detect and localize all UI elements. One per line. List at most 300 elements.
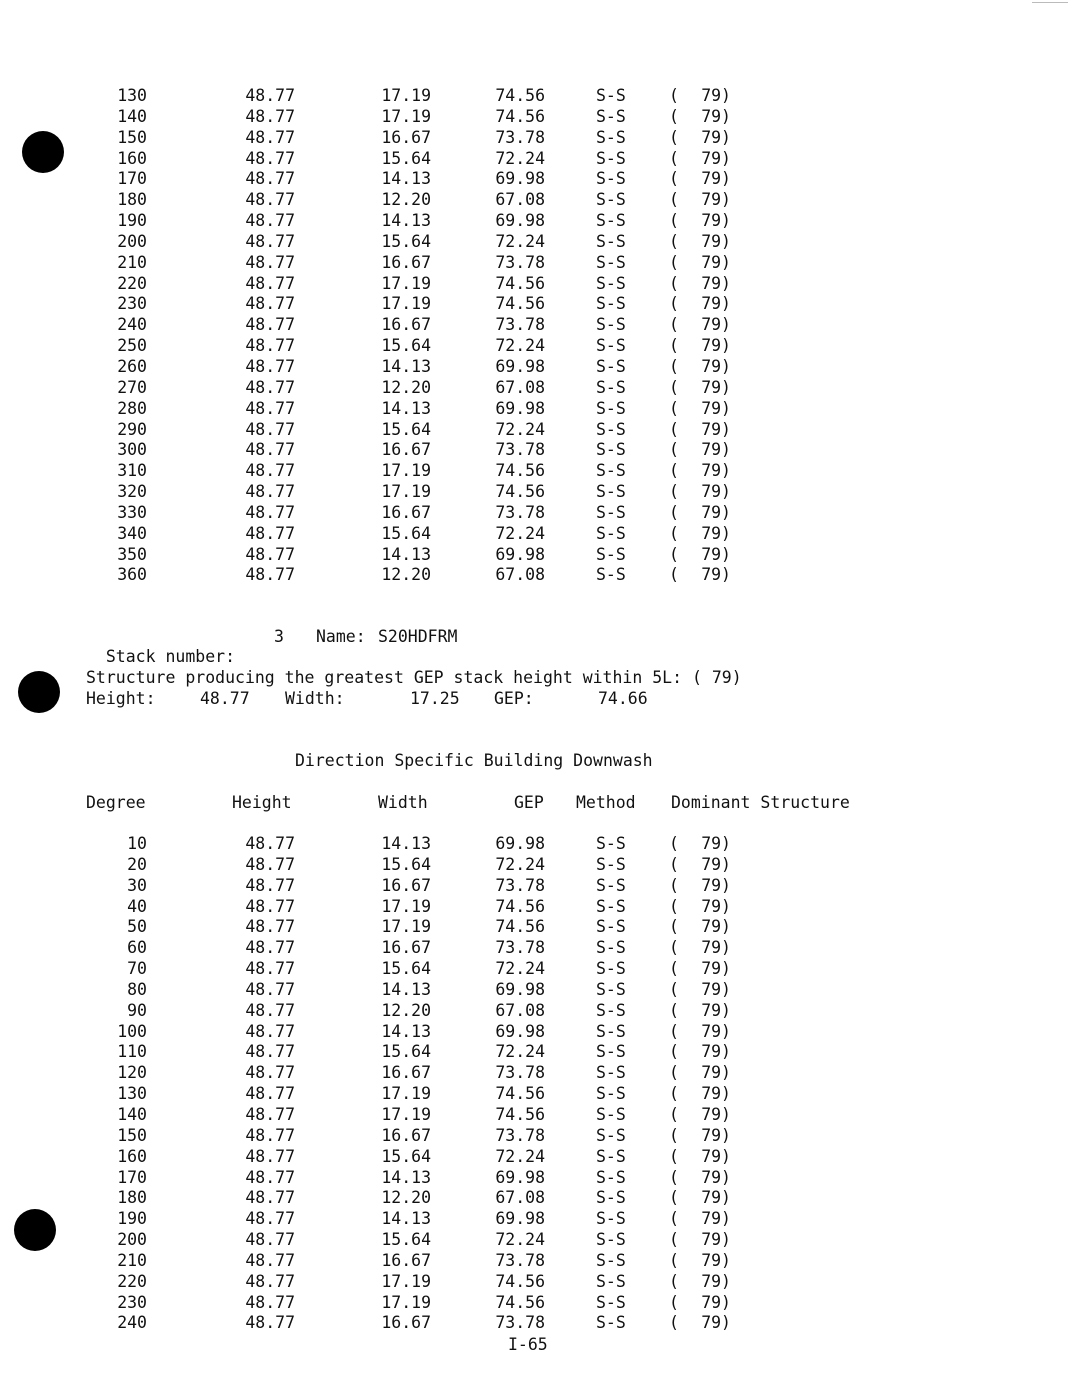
open-paren: ( — [669, 482, 679, 502]
degree-cell: 130 — [117, 86, 147, 105]
gep-cell: 72.24 — [495, 419, 545, 439]
degree-cell: 240 — [117, 315, 147, 335]
method-cell: S-S — [596, 875, 626, 895]
height-cell: 48.77 — [245, 565, 295, 585]
gep-cell: 67.08 — [495, 377, 545, 397]
height-cell: 48.77 — [245, 854, 295, 874]
height-cell: 48.77 — [245, 231, 295, 251]
table-row — [0, 917, 1068, 938]
dominant-structure-cell: 79) — [701, 979, 731, 999]
open-paren: ( — [669, 1042, 679, 1062]
height-cell: 48.77 — [245, 336, 295, 356]
dominant-structure-cell: 79) — [701, 482, 731, 502]
width-cell: 15.64 — [381, 523, 431, 543]
structure-height-label: Height: — [86, 689, 156, 708]
gep-cell: 72.24 — [495, 523, 545, 543]
gep-cell: 73.78 — [495, 440, 545, 460]
open-paren: ( — [669, 1125, 679, 1145]
method-cell: S-S — [596, 461, 626, 481]
table-row — [0, 545, 1068, 566]
width-cell: 12.20 — [381, 190, 431, 210]
method-cell: S-S — [596, 169, 626, 189]
method-cell: S-S — [596, 1250, 626, 1270]
method-cell: S-S — [596, 544, 626, 564]
gep-cell: 74.56 — [495, 896, 545, 916]
table-row — [0, 128, 1068, 149]
degree-cell: 130 — [117, 1084, 147, 1104]
gep-cell: 74.56 — [495, 1084, 545, 1104]
height-cell: 48.77 — [245, 938, 295, 958]
gep-cell: 72.24 — [495, 336, 545, 356]
gep-cell: 74.56 — [495, 482, 545, 502]
degree-cell: 220 — [117, 1271, 147, 1291]
dominant-structure-cell: 79) — [701, 502, 731, 522]
column-header-dominant-structure: Dominant Structure — [671, 793, 850, 812]
method-cell: S-S — [596, 1188, 626, 1208]
method-cell: S-S — [596, 854, 626, 874]
dominant-structure-cell: 79) — [701, 356, 731, 376]
dominant-structure-cell: 79) — [701, 211, 731, 231]
stack-number-label: Stack number: — [105, 647, 236, 666]
height-cell: 48.77 — [245, 523, 295, 543]
dominant-structure-cell: 79) — [701, 273, 731, 293]
width-cell: 16.67 — [381, 938, 431, 958]
open-paren: ( — [669, 1146, 679, 1166]
table-row — [0, 1251, 1068, 1272]
method-cell: S-S — [596, 1063, 626, 1083]
open-paren: ( — [669, 419, 679, 439]
table-row — [0, 399, 1068, 420]
method-cell: S-S — [596, 273, 626, 293]
gep-cell: 74.56 — [495, 461, 545, 481]
height-cell: 48.77 — [245, 544, 295, 564]
width-cell: 15.64 — [381, 1042, 431, 1062]
method-cell: S-S — [596, 979, 626, 999]
height-cell: 48.77 — [245, 1063, 295, 1083]
height-cell: 48.77 — [245, 398, 295, 418]
degree-cell: 190 — [117, 211, 147, 231]
dominant-structure-cell: 79) — [701, 917, 731, 937]
table-row — [0, 420, 1068, 441]
table-row — [0, 1209, 1068, 1230]
method-cell: S-S — [596, 1042, 626, 1062]
width-cell: 16.67 — [381, 1250, 431, 1270]
method-cell: S-S — [596, 315, 626, 335]
dominant-structure-cell: 79) — [701, 1125, 731, 1145]
height-cell: 48.77 — [245, 979, 295, 999]
height-cell: 48.77 — [245, 1271, 295, 1291]
table-row — [0, 1042, 1068, 1063]
dominant-structure-cell: 79) — [701, 1063, 731, 1083]
method-cell: S-S — [596, 190, 626, 210]
table-row — [0, 1147, 1068, 1168]
dominant-structure-cell: 79) — [701, 1209, 731, 1229]
height-cell: 48.77 — [245, 127, 295, 147]
open-paren: ( — [669, 127, 679, 147]
open-paren: ( — [669, 544, 679, 564]
open-paren: ( — [669, 523, 679, 543]
gep-cell: 72.24 — [495, 854, 545, 874]
open-paren: ( — [669, 231, 679, 251]
degree-cell: 310 — [117, 461, 147, 481]
height-cell: 48.77 — [245, 356, 295, 376]
downwash-table-continued — [0, 86, 1068, 586]
table-row — [0, 876, 1068, 897]
width-cell: 14.13 — [381, 1167, 431, 1187]
width-cell: 14.13 — [381, 211, 431, 231]
gep-cell: 74.56 — [495, 86, 545, 105]
method-cell: S-S — [596, 398, 626, 418]
dominant-structure-cell: 79) — [701, 106, 731, 126]
width-cell: 16.67 — [381, 1313, 431, 1333]
gep-cell: 74.56 — [495, 106, 545, 126]
gep-cell: 69.98 — [495, 834, 545, 853]
width-cell: 17.19 — [381, 917, 431, 937]
degree-cell: 240 — [117, 1313, 147, 1333]
open-paren: ( — [669, 896, 679, 916]
method-cell: S-S — [596, 959, 626, 979]
open-paren: ( — [669, 854, 679, 874]
width-cell: 14.13 — [381, 979, 431, 999]
dominant-structure-cell: 79) — [701, 1188, 731, 1208]
dominant-structure-cell: 79) — [701, 231, 731, 251]
width-cell: 15.64 — [381, 854, 431, 874]
table-row — [0, 1313, 1068, 1334]
open-paren: ( — [669, 1000, 679, 1020]
table-row — [0, 336, 1068, 357]
degree-cell: 230 — [117, 294, 147, 314]
dominant-structure-cell: 79) — [701, 461, 731, 481]
degree-cell: 230 — [117, 1292, 147, 1312]
dominant-structure-cell: 79) — [701, 1042, 731, 1062]
height-cell: 48.77 — [245, 1084, 295, 1104]
dominant-structure-cell: 79) — [701, 190, 731, 210]
degree-cell: 50 — [127, 917, 147, 937]
dominant-structure-cell: 79) — [701, 315, 731, 335]
open-paren: ( — [669, 356, 679, 376]
degree-cell: 100 — [117, 1021, 147, 1041]
open-paren: ( — [669, 1167, 679, 1187]
table-row — [0, 1084, 1068, 1105]
degree-cell: 160 — [117, 1146, 147, 1166]
open-paren: ( — [669, 1021, 679, 1041]
open-paren: ( — [669, 461, 679, 481]
width-cell: 14.13 — [381, 544, 431, 564]
degree-cell: 300 — [117, 440, 147, 460]
corner-mark — [1032, 2, 1068, 3]
table-row — [0, 524, 1068, 545]
open-paren: ( — [669, 875, 679, 895]
table-row — [0, 1022, 1068, 1043]
dominant-structure-cell: 79) — [701, 1313, 731, 1333]
degree-cell: 20 — [127, 854, 147, 874]
degree-cell: 150 — [117, 1125, 147, 1145]
gep-cell: 74.56 — [495, 917, 545, 937]
width-cell: 15.64 — [381, 419, 431, 439]
method-cell: S-S — [596, 419, 626, 439]
width-cell: 14.13 — [381, 1021, 431, 1041]
degree-cell: 140 — [117, 106, 147, 126]
degree-cell: 180 — [117, 190, 147, 210]
gep-cell: 72.24 — [495, 231, 545, 251]
dominant-structure-cell: 79) — [701, 294, 731, 314]
width-cell: 17.19 — [381, 86, 431, 105]
open-paren: ( — [669, 1104, 679, 1124]
width-cell: 16.67 — [381, 440, 431, 460]
height-cell: 48.77 — [245, 1104, 295, 1124]
width-cell: 15.64 — [381, 1146, 431, 1166]
degree-cell: 220 — [117, 273, 147, 293]
table-row — [0, 211, 1068, 232]
table-row — [0, 232, 1068, 253]
open-paren: ( — [669, 377, 679, 397]
width-cell: 14.13 — [381, 169, 431, 189]
width-cell: 16.67 — [381, 502, 431, 522]
width-cell: 15.64 — [381, 148, 431, 168]
width-cell: 15.64 — [381, 336, 431, 356]
column-header-height: Height — [232, 793, 292, 812]
stack-name-value: S20HDFRM — [378, 627, 458, 646]
open-paren: ( — [669, 1084, 679, 1104]
stack-name-label: Name: — [316, 627, 366, 646]
dominant-structure-cell: 79) — [701, 1104, 731, 1124]
height-cell: 48.77 — [245, 86, 295, 105]
gep-cell: 69.98 — [495, 398, 545, 418]
width-cell: 17.19 — [381, 1271, 431, 1291]
height-cell: 48.77 — [245, 106, 295, 126]
degree-cell: 200 — [117, 1230, 147, 1250]
height-cell: 48.77 — [245, 1167, 295, 1187]
open-paren: ( — [669, 979, 679, 999]
section-title: Direction Specific Building Downwash — [295, 751, 653, 770]
open-paren: ( — [669, 1188, 679, 1208]
height-cell: 48.77 — [245, 315, 295, 335]
width-cell: 12.20 — [381, 1188, 431, 1208]
method-cell: S-S — [596, 1167, 626, 1187]
open-paren: ( — [669, 1292, 679, 1312]
gep-cell: 73.78 — [495, 127, 545, 147]
degree-cell: 320 — [117, 482, 147, 502]
stack-number-value: 3 — [274, 627, 284, 646]
dominant-structure-cell: 79) — [701, 565, 731, 585]
dominant-structure-cell: 79) — [701, 1021, 731, 1041]
method-cell: S-S — [596, 1271, 626, 1291]
dominant-structure-cell: 79) — [701, 896, 731, 916]
gep-cell: 72.24 — [495, 1146, 545, 1166]
open-paren: ( — [669, 1250, 679, 1270]
gep-cell: 69.98 — [495, 544, 545, 564]
table-row — [0, 1168, 1068, 1189]
dominant-structure-cell: 79) — [701, 875, 731, 895]
method-cell: S-S — [596, 86, 626, 105]
table-row — [0, 503, 1068, 524]
method-cell: S-S — [596, 1084, 626, 1104]
open-paren: ( — [669, 315, 679, 335]
height-cell: 48.77 — [245, 377, 295, 397]
width-cell: 14.13 — [381, 398, 431, 418]
structure-width-label: Width: — [285, 689, 345, 708]
method-cell: S-S — [596, 294, 626, 314]
open-paren: ( — [669, 917, 679, 937]
table-row — [0, 482, 1068, 503]
table-row — [0, 169, 1068, 190]
height-cell: 48.77 — [245, 294, 295, 314]
dominant-structure-cell: 79) — [701, 1230, 731, 1250]
open-paren: ( — [669, 1313, 679, 1333]
open-paren: ( — [669, 106, 679, 126]
method-cell: S-S — [596, 211, 626, 231]
height-cell: 48.77 — [245, 482, 295, 502]
degree-cell: 110 — [117, 1042, 147, 1062]
table-row — [0, 1272, 1068, 1293]
width-cell: 17.19 — [381, 1292, 431, 1312]
height-cell: 48.77 — [245, 190, 295, 210]
table-row — [0, 1126, 1068, 1147]
gep-cell: 69.98 — [495, 979, 545, 999]
degree-cell: 200 — [117, 231, 147, 251]
dominant-structure-cell: 79) — [701, 1000, 731, 1020]
gep-cell: 72.24 — [495, 1042, 545, 1062]
stack-number-line — [86, 627, 235, 667]
gep-cell: 73.78 — [495, 875, 545, 895]
degree-cell: 10 — [127, 834, 147, 853]
method-cell: S-S — [596, 231, 626, 251]
open-paren: ( — [669, 1063, 679, 1083]
dominant-structure-cell: 79) — [701, 1292, 731, 1312]
height-cell: 48.77 — [245, 896, 295, 916]
table-row — [0, 1063, 1068, 1084]
table-row — [0, 294, 1068, 315]
structure-width-value: 17.25 — [410, 689, 460, 708]
width-cell: 17.19 — [381, 106, 431, 126]
dominant-structure-cell: 79) — [701, 336, 731, 356]
width-cell: 17.19 — [381, 461, 431, 481]
dominant-structure-cell: 79) — [701, 398, 731, 418]
dominant-structure-cell: 79) — [701, 1167, 731, 1187]
table-row — [0, 959, 1068, 980]
gep-cell: 74.56 — [495, 1104, 545, 1124]
degree-cell: 210 — [117, 1250, 147, 1270]
gep-cell: 72.24 — [495, 148, 545, 168]
table-row — [0, 1230, 1068, 1251]
table-row — [0, 855, 1068, 876]
dominant-structure-cell: 79) — [701, 127, 731, 147]
table-row — [0, 1001, 1068, 1022]
dominant-structure-cell: 79) — [701, 938, 731, 958]
structure-gep-label: GEP: — [494, 689, 534, 708]
open-paren: ( — [669, 1271, 679, 1291]
degree-cell: 260 — [117, 356, 147, 376]
table-row — [0, 897, 1068, 918]
dominant-structure-cell: 79) — [701, 1271, 731, 1291]
gep-cell: 74.56 — [495, 1292, 545, 1312]
degree-cell: 120 — [117, 1063, 147, 1083]
method-cell: S-S — [596, 1146, 626, 1166]
dominant-structure-cell: 79) — [701, 1146, 731, 1166]
dominant-structure-cell: 79) — [701, 834, 731, 853]
open-paren: ( — [669, 959, 679, 979]
degree-cell: 340 — [117, 523, 147, 543]
gep-cell: 73.78 — [495, 502, 545, 522]
gep-cell: 67.08 — [495, 190, 545, 210]
table-row — [0, 378, 1068, 399]
method-cell: S-S — [596, 1000, 626, 1020]
gep-cell: 73.78 — [495, 1063, 545, 1083]
width-cell: 15.64 — [381, 231, 431, 251]
table-row — [0, 980, 1068, 1001]
degree-cell: 80 — [127, 979, 147, 999]
width-cell: 17.19 — [381, 294, 431, 314]
height-cell: 48.77 — [245, 834, 295, 853]
degree-cell: 160 — [117, 148, 147, 168]
gep-cell: 74.56 — [495, 273, 545, 293]
height-cell: 48.77 — [245, 211, 295, 231]
open-paren: ( — [669, 190, 679, 210]
open-paren: ( — [669, 169, 679, 189]
width-cell: 17.19 — [381, 896, 431, 916]
degree-cell: 180 — [117, 1188, 147, 1208]
height-cell: 48.77 — [245, 1209, 295, 1229]
width-cell: 17.19 — [381, 1084, 431, 1104]
width-cell: 12.20 — [381, 565, 431, 585]
gep-cell: 67.08 — [495, 565, 545, 585]
method-cell: S-S — [596, 896, 626, 916]
height-cell: 48.77 — [245, 273, 295, 293]
method-cell: S-S — [596, 106, 626, 126]
structure-greatest-gep-line: Structure producing the greatest GEP stack height within 5L: ( 79) — [86, 668, 742, 687]
method-cell: S-S — [596, 565, 626, 585]
degree-cell: 90 — [127, 1000, 147, 1020]
column-header-gep: GEP — [514, 793, 544, 812]
method-cell: S-S — [596, 938, 626, 958]
width-cell: 16.67 — [381, 875, 431, 895]
open-paren: ( — [669, 273, 679, 293]
table-row — [0, 1188, 1068, 1209]
height-cell: 48.77 — [245, 959, 295, 979]
height-cell: 48.77 — [245, 875, 295, 895]
dominant-structure-cell: 79) — [701, 169, 731, 189]
open-paren: ( — [669, 211, 679, 231]
degree-cell: 210 — [117, 252, 147, 272]
gep-cell: 74.56 — [495, 294, 545, 314]
height-cell: 48.77 — [245, 1146, 295, 1166]
degree-cell: 170 — [117, 169, 147, 189]
method-cell: S-S — [596, 834, 626, 853]
open-paren: ( — [669, 440, 679, 460]
height-cell: 48.77 — [245, 148, 295, 168]
table-row — [0, 86, 1068, 107]
page-number: I-65 — [508, 1335, 548, 1354]
height-cell: 48.77 — [245, 461, 295, 481]
method-cell: S-S — [596, 252, 626, 272]
method-cell: S-S — [596, 336, 626, 356]
height-cell: 48.77 — [245, 1042, 295, 1062]
degree-cell: 70 — [127, 959, 147, 979]
method-cell: S-S — [596, 1313, 626, 1333]
width-cell: 12.20 — [381, 377, 431, 397]
method-cell: S-S — [596, 1292, 626, 1312]
open-paren: ( — [669, 1209, 679, 1229]
method-cell: S-S — [596, 440, 626, 460]
height-cell: 48.77 — [245, 1000, 295, 1020]
width-cell: 15.64 — [381, 1230, 431, 1250]
degree-cell: 250 — [117, 336, 147, 356]
open-paren: ( — [669, 294, 679, 314]
method-cell: S-S — [596, 1230, 626, 1250]
gep-cell: 72.24 — [495, 959, 545, 979]
method-cell: S-S — [596, 377, 626, 397]
gep-cell: 69.98 — [495, 169, 545, 189]
